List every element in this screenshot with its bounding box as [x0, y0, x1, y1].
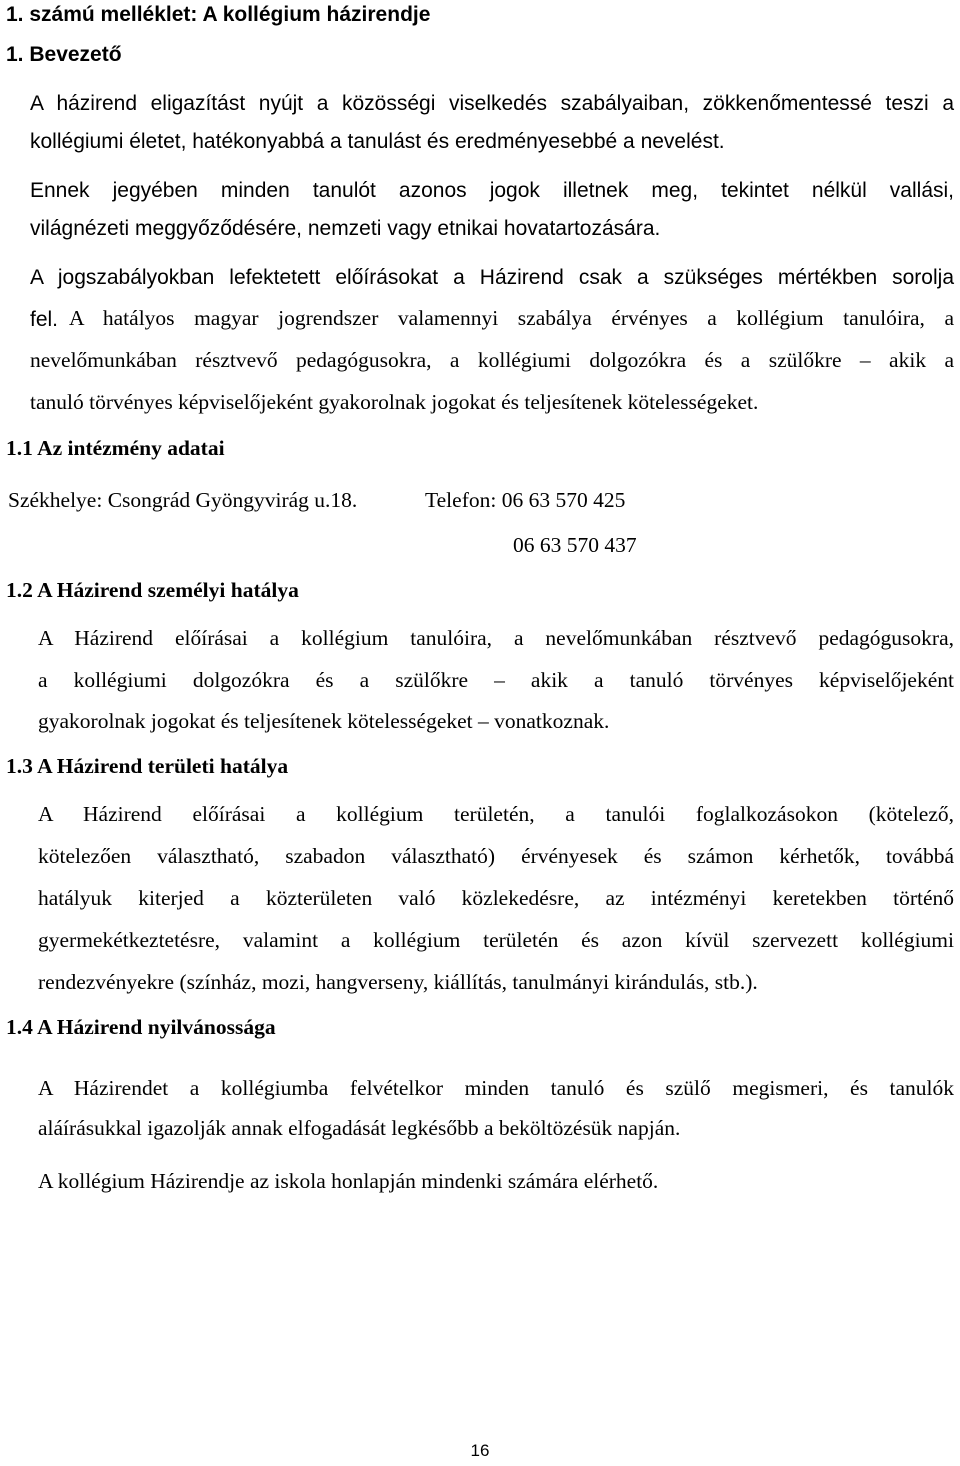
- intro-p3-line-4: tanuló törvényes képviselőjeként gyakorolnak jogokat és teljesítenek kötelességeket.: [30, 390, 759, 414]
- seat-address: Székhelye: Csongrád Gyöngyvirág u.18.: [8, 488, 358, 512]
- intro-p3-line-2-rest: A hatályos magyar jogrendszer valamennyi szabálya érvényes a kollégium tanulóira, a: [69, 306, 954, 330]
- phone-secondary: 06 63 570 437: [513, 533, 637, 557]
- intro-p3-line-3: nevelőmunkában résztvevő pedagógusokra, a kollégiumi dolgozókra és a szülőkre – akik a: [30, 348, 954, 372]
- intro-p2-line-2: világnézeti meggyőződésére, nemzeti vagy etnikai hovatartozására.: [30, 217, 661, 240]
- section-1-4-p1-line-1: A Házirendet a kollégiumba felvételkor minden tanuló és szülő megismeri, és tanulók: [38, 1076, 954, 1100]
- section-1-2-line-3: gyakorolnak jogokat és teljesítenek kötelességeket – vonatkoznak.: [38, 709, 610, 733]
- page-number: 16: [470, 1441, 490, 1460]
- section-1-1-heading: 1.1 Az intézmény adatai: [6, 436, 225, 460]
- section-1-2-line-1: A Házirend előírásai a kollégium tanulóira, a nevelőmunkában résztvevő pedagógusokra,: [38, 626, 954, 650]
- section-1-3-line-4: gyermekétkeztetésre, valamint a kollégium területén és azon kívül szervezett kollégiumi: [38, 928, 954, 952]
- section-1-2-heading: 1.2 A Házirend személyi hatálya: [6, 578, 299, 602]
- intro-p1-line-2: kollégiumi életet, hatékonyabbá a tanulást és eredményesebbé a nevelést.: [30, 130, 725, 153]
- section-1-4-p2: A kollégium Házirendje az iskola honlapján mindenki számára elérhető.: [38, 1169, 659, 1193]
- section-1-3-line-1: A Házirend előírásai a kollégium területén, a tanulói foglalkozásokon (kötelező,: [38, 802, 954, 826]
- intro-heading: 1. Bevezető: [6, 43, 122, 66]
- section-1-3-line-3: hatályuk kiterjed a közterületen való közlekedésre, az intézményi keretekben történő: [38, 886, 954, 910]
- intro-p3-line-2-start: fel.: [30, 308, 59, 331]
- section-1-3-heading: 1.3 A Házirend területi hatálya: [6, 754, 289, 778]
- section-1-4-heading: 1.4 A Házirend nyilvánossága: [6, 1015, 276, 1039]
- annex-title: 1. számú melléklet: A kollégium házirendje: [6, 3, 431, 26]
- intro-p3-line-1: A jogszabályokban lefektetett előírásokat a Házirend csak a szükséges mértékben sorolja: [30, 266, 954, 289]
- section-1-4-p1-line-2: aláírásukkal igazolják annak elfogadását legkésőbb a beköltözésük napján.: [38, 1116, 681, 1140]
- intro-p1-line-1: A házirend eligazítást nyújt a közösségi viselkedés szabályaiban, zökkenőmentessé teszi a: [30, 92, 954, 115]
- section-1-2-line-2: a kollégiumi dolgozókra és a szülőkre – akik a tanuló törvényes képviselőjeként: [38, 668, 954, 692]
- intro-p2-line-1: Ennek jegyében minden tanulót azonos jogok illetnek meg, tekintet nélkül vallási,: [30, 179, 954, 202]
- phone-primary: Telefon: 06 63 570 425: [425, 488, 626, 512]
- section-1-3-line-5: rendezvényekre (színház, mozi, hangverseny, kiállítás, tanulmányi kirándulás, stb.).: [38, 970, 758, 994]
- section-1-3-line-2: kötelezően választható, szabadon választható) érvényesek és számon kérhetők, továbbá: [38, 844, 954, 868]
